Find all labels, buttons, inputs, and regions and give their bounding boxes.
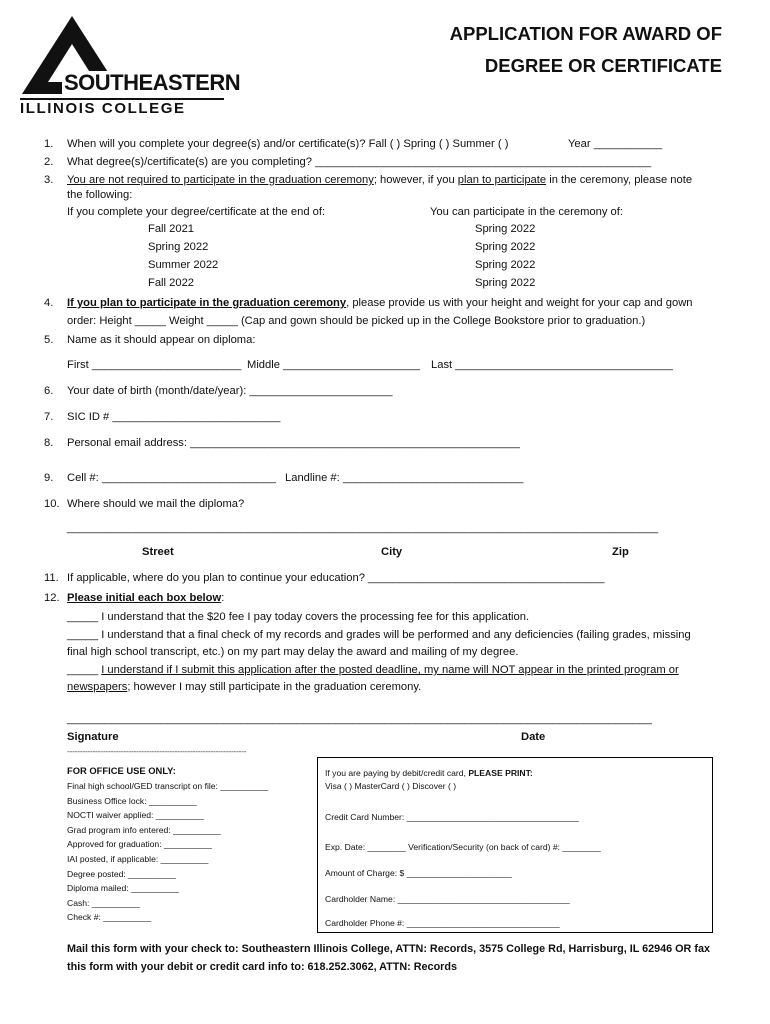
email-field[interactable]: Personal email address: _____________________________________________________ [67,437,520,449]
item-number: 6. [44,385,54,397]
landline-field[interactable]: Landline #: _____________________________ [285,472,524,484]
office-line: NOCTI waiver applied: __________ [67,810,204,821]
city-label: City [381,546,403,558]
footer-mail-instructions: Mail this form with your check to: Southeastern Illinois College, ATTN: Records, 3575 College Rd, Harrisburg, IL 62946 OR fax [67,943,710,955]
cut-line: ---------------------------------------------------------------------- [67,746,247,756]
date-label: Date [521,731,546,743]
q3-left-column-heading: If you complete your degree/certificate at the end of: [67,206,326,218]
q3-note-line2: the following: [67,189,133,201]
q4-cap-gown-text: If you plan to participate in the graduation ceremony, please provide us with your height and weight for your cap and gown [67,297,693,309]
initial-records-field[interactable]: _____ I understand that a final check of my records and grades will be performed and any deficiencies (failing grades, missing [67,629,691,641]
item-number: 5. [44,334,54,346]
office-use-section [67,764,307,925]
item-number: 8. [44,437,54,449]
q3-row-end-term: Fall 2022 [148,277,195,289]
initial-fee-field[interactable]: _____ I understand that the $20 fee I pay today covers the processing fee for this application. [67,611,530,623]
q2-degree-field[interactable]: What degree(s)/certificate(s) are you completing? ______________________________________________________ [67,156,652,168]
q3-not-required-text: You are not required to participate in the graduation ceremony [67,174,374,186]
office-line: Approved for graduation: __________ [67,839,212,850]
initial-deadline-line2: newspapers; however I may still participate in the graduation ceremony. [67,681,422,693]
item-number: 11. [44,572,59,584]
q3-row-ceremony: Spring 2022 [475,259,536,271]
cardholder-phone-field[interactable]: Cardholder Phone #: ________________________________ [325,918,560,928]
q3-ceremony-note: You are not required to participate in the graduation ceremony; however, if you plan to participate in the ceremony, please note [67,174,693,186]
office-line: Final high school/GED transcript on file: __________ [67,781,269,791]
item-number: 3. [44,174,54,186]
q12-heading: Please initial each box below: [67,592,225,604]
credit-card-number-field[interactable]: Credit Card Number: ____________________________________ [325,812,579,822]
item-number: 9. [44,472,54,484]
q3-row-end-term: Summer 2022 [148,259,219,271]
q3-plan-text: plan to participate [457,174,547,186]
initial-records-line2: final high school transcript, etc.) on my part may delay the award and mailing of my degree. [67,646,519,658]
continuing-education-field[interactable]: If applicable, where do you plan to continue your education? ______________________________________ [67,572,605,584]
item-number: 1. [44,138,54,150]
mailing-address-field[interactable]: _______________________________________________________________________________________________ [67,522,659,534]
office-line: IAI posted, if applicable: __________ [67,853,209,864]
item-number: 12. [44,592,60,604]
office-line: Cash: __________ [67,897,140,908]
street-label: Street [142,546,174,558]
item-number: 2. [44,156,54,168]
office-line: Check #: __________ [67,912,152,923]
office-use-title: FOR OFFICE USE ONLY: [67,765,176,776]
q10-label: Where should we mail the diploma? [67,498,245,510]
q3-row-end-term: Fall 2021 [148,223,195,235]
office-line: Diploma mailed: __________ [67,883,179,894]
cell-phone-field[interactable]: Cell #: ____________________________ [67,472,277,484]
amount-field[interactable]: Amount of Charge: $ ______________________ [325,868,512,878]
first-name-field[interactable]: First ________________________ [67,359,242,371]
office-line: Grad program info entered: __________ [67,824,221,835]
q5-label: Name as it should appear on diploma: [67,334,256,346]
item-number: 4. [44,297,54,309]
signature-label: Signature [67,731,119,743]
card-type-options[interactable]: Visa ( ) MasterCard ( ) Discover ( ) [325,781,457,791]
form-title-line1: APPLICATION FOR AWARD OF [449,23,722,44]
office-line: Business Office lock: __________ [67,795,197,806]
signature-line[interactable]: ______________________________________________________________________________________________ [67,713,652,725]
item-number: 10. [44,498,60,510]
footer-fax-instructions: this form with your debit or credit card info to: 618.252.3062, ATTN: Records [67,961,457,973]
item-number: 7. [44,411,54,423]
q3-row-ceremony: Spring 2022 [475,277,536,289]
college-logo [18,14,241,120]
payment-intro: If you are paying by debit/credit card, PLEASE PRINT: [325,768,533,778]
middle-name-field[interactable]: Middle ______________________ [247,359,420,371]
last-name-field[interactable]: Last ___________________________________ [431,359,674,371]
q3-row-ceremony: Spring 2022 [475,223,536,235]
q3-row-end-term: Spring 2022 [148,241,209,253]
expiration-security-field[interactable]: Exp. Date: ________ Verification/Security (on back of card) #: ________ [325,842,601,852]
form-title-line2: DEGREE OR CERTIFICATE [484,55,722,76]
q4-height-weight-field[interactable]: order: Height _____ Weight _____ (Cap and gown should be picked up in the College Bookstore prior to graduation.) [67,315,646,327]
cardholder-name-field[interactable]: Cardholder Name: ____________________________________ [325,894,570,904]
zip-label: Zip [612,546,629,558]
date-of-birth-field[interactable]: Your date of birth (month/date/year): _______________________ [67,385,393,397]
q3-right-column-heading: You can participate in the ceremony of: [430,206,623,218]
logo-wordmark: SOUTHEASTERN [64,70,241,95]
logo-subtitle: ILLINOIS COLLEGE [20,100,186,117]
q1-completion-term[interactable]: When will you complete your degree(s) and/or certificate(s)? Fall ( ) Spring ( ) Summer ( ) [67,138,509,150]
initial-deadline-field[interactable]: _____ I understand if I submit this application after the posted deadline, my name will NOT appear in the printed program or [67,664,679,676]
q1-year-field[interactable]: Year ___________ [568,138,663,150]
office-line: Degree posted: __________ [67,868,176,879]
q4-bold-heading: If you plan to participate in the graduation ceremony [67,297,347,309]
sic-id-field[interactable]: SIC ID # ___________________________ [67,411,281,423]
q3-row-ceremony: Spring 2022 [475,241,536,253]
